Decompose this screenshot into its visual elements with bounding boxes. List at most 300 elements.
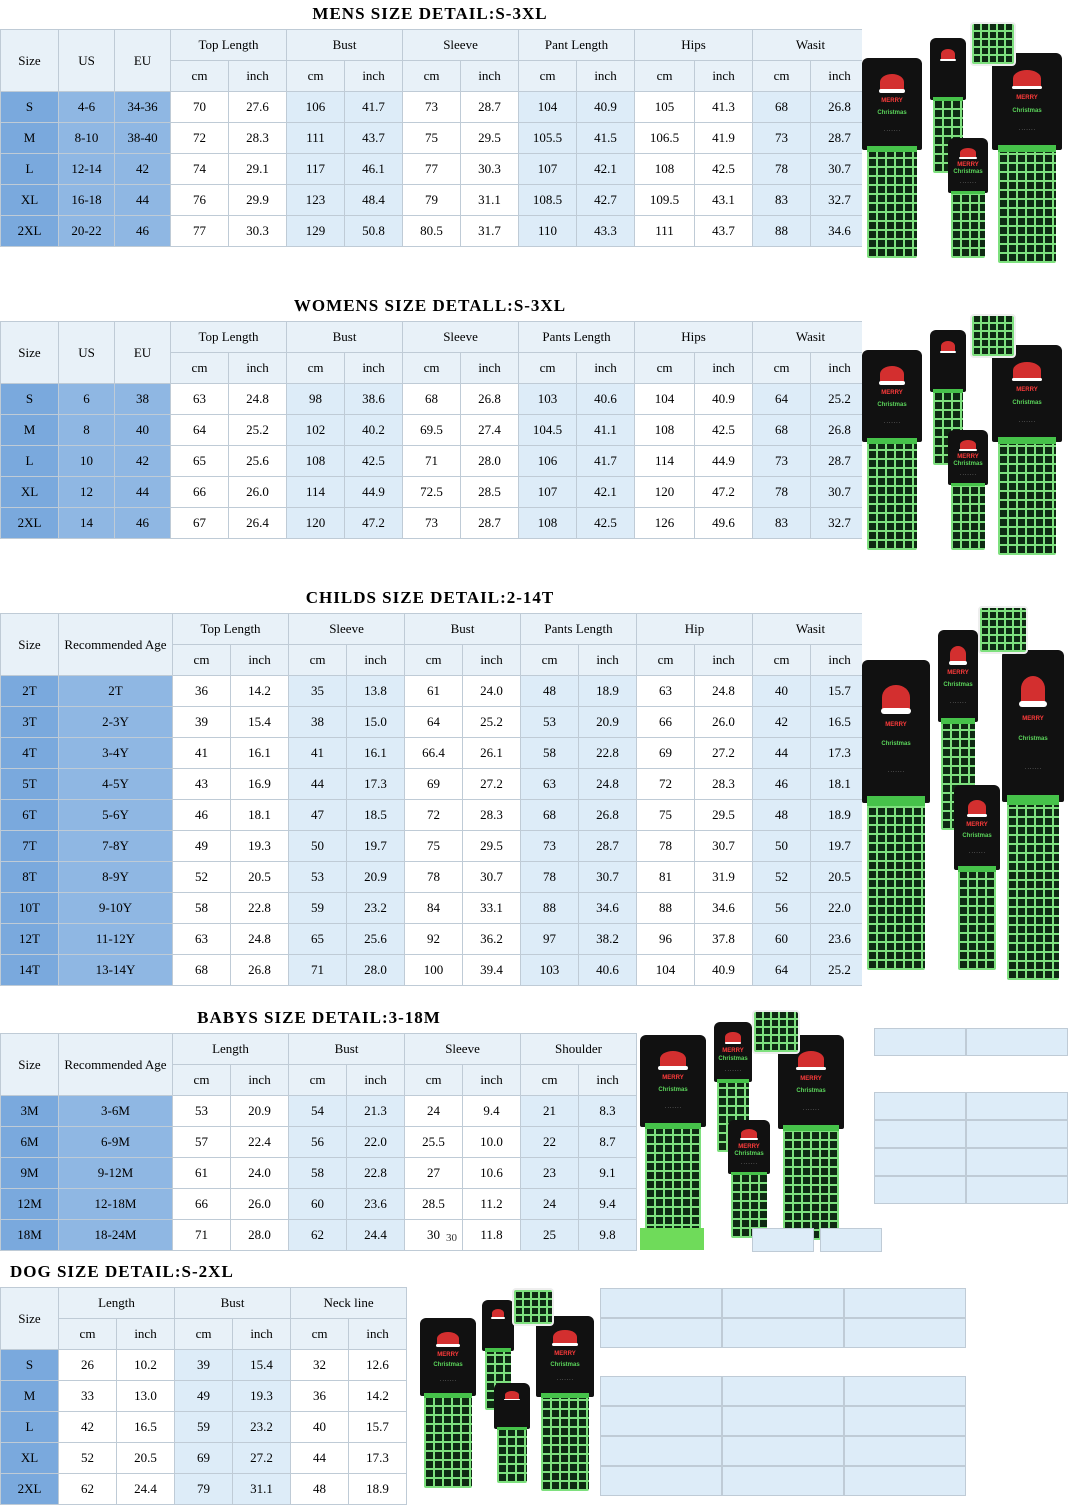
table-row <box>1 1096 637 1127</box>
measurement-cell: 114 <box>635 446 695 477</box>
section-title-womens: WOMENS SIZE DETALL:S-3XL <box>293 296 567 315</box>
measurement-cell: 42.1 <box>577 154 635 185</box>
measurement-cell: 11.8 <box>463 1220 521 1251</box>
size-equivalent-cell: 44 <box>115 477 171 508</box>
table-womens-size <box>0 321 869 539</box>
measurement-cell: 24.8 <box>231 924 289 955</box>
pajama-figure: MERRY Christmas · · · · · · · <box>948 138 988 258</box>
measurement-cell: 72 <box>637 769 695 800</box>
table-row <box>1 676 869 707</box>
column-header: Hips <box>635 30 753 61</box>
measurement-cell: 120 <box>635 477 695 508</box>
table-row <box>1 1189 637 1220</box>
filler-cell-7 <box>874 1148 966 1176</box>
size-equivalent-cell: 8 <box>59 415 115 446</box>
measurement-cell: 104.5 <box>519 415 577 446</box>
measurement-cell: 44.9 <box>345 477 403 508</box>
measurement-cell: 34.6 <box>811 216 869 247</box>
measurement-cell: 43.1 <box>695 185 753 216</box>
measurement-cell: 44 <box>289 769 347 800</box>
filler-cell-18 <box>844 1318 966 1348</box>
measurement-cell: 42 <box>59 1412 117 1443</box>
size-cell: 14T <box>1 955 59 986</box>
measurement-cell: 106 <box>287 92 345 123</box>
filler-cell-2 <box>966 1028 1068 1056</box>
size-equivalent-cell: 11-12Y <box>59 924 173 955</box>
measurement-cell: 108 <box>519 508 577 539</box>
measurement-cell: 36 <box>291 1381 349 1412</box>
measurement-cell: 23.2 <box>347 893 405 924</box>
measurement-cell: 50 <box>753 831 811 862</box>
size-cell: 8T <box>1 862 59 893</box>
measurement-cell: 18.5 <box>347 800 405 831</box>
column-header: Size <box>1 614 59 676</box>
measurement-cell: 40.6 <box>577 384 635 415</box>
measurement-cell: 26.8 <box>231 955 289 986</box>
filler-cell-14 <box>722 1288 844 1318</box>
measurement-cell: 21.3 <box>347 1096 405 1127</box>
size-equivalent-cell: 8-10 <box>59 123 115 154</box>
table-row <box>1 707 869 738</box>
unit-header: cm <box>175 1319 233 1350</box>
size-equivalent-cell: 9-12M <box>59 1158 173 1189</box>
column-header: Top Length <box>171 322 287 353</box>
column-header: Wasit <box>753 30 869 61</box>
pajama-figure: MERRY Christmas · · · · · · · <box>992 53 1062 263</box>
column-header: Bust <box>287 30 403 61</box>
measurement-cell: 53 <box>173 1096 231 1127</box>
measurement-cell: 28.7 <box>579 831 637 862</box>
unit-header: cm <box>521 645 579 676</box>
product-photo-babys <box>640 1010 872 1255</box>
measurement-cell: 39 <box>175 1350 233 1381</box>
table-row <box>1 831 869 862</box>
pet-pajama-swatch <box>970 22 1016 66</box>
column-header: Sleeve <box>403 322 519 353</box>
table-row <box>1 185 869 216</box>
measurement-cell: 48.4 <box>345 185 403 216</box>
measurement-cell: 64 <box>753 955 811 986</box>
measurement-cell: 40 <box>291 1412 349 1443</box>
size-equivalent-cell: 20-22 <box>59 216 115 247</box>
measurement-cell: 108 <box>635 415 695 446</box>
table-row <box>1 893 869 924</box>
measurement-cell: 126 <box>635 508 695 539</box>
unit-header: inch <box>577 61 635 92</box>
measurement-cell: 41.7 <box>345 92 403 123</box>
measurement-cell: 38 <box>289 707 347 738</box>
measurement-cell: 41.9 <box>695 123 753 154</box>
measurement-cell: 72.5 <box>403 477 461 508</box>
measurement-cell: 68 <box>173 955 231 986</box>
measurement-cell: 52 <box>753 862 811 893</box>
table-babys-size <box>0 1033 637 1251</box>
measurement-cell: 31.1 <box>233 1474 291 1505</box>
measurement-cell: 20.9 <box>231 1096 289 1127</box>
measurement-cell: 123 <box>287 185 345 216</box>
measurement-cell: 20.5 <box>117 1443 175 1474</box>
measurement-cell: 26.0 <box>695 707 753 738</box>
measurement-cell: 29.1 <box>229 154 287 185</box>
measurement-cell: 15.0 <box>347 707 405 738</box>
pajama-figure: MERRY Christmas · · · · · · · <box>1002 650 1064 980</box>
measurement-cell: 69 <box>175 1443 233 1474</box>
product-photo-mens <box>862 18 1067 268</box>
table-row <box>1 769 869 800</box>
measurement-cell: 18.1 <box>811 769 869 800</box>
measurement-cell: 88 <box>753 216 811 247</box>
product-photo-womens <box>862 310 1067 560</box>
measurement-cell: 96 <box>637 924 695 955</box>
size-cell: 12T <box>1 924 59 955</box>
size-cell: M <box>1 123 59 154</box>
column-header: Size <box>1 1288 59 1350</box>
table-row <box>1 1381 407 1412</box>
measurement-cell: 29.5 <box>695 800 753 831</box>
measurement-cell: 108.5 <box>519 185 577 216</box>
measurement-cell: 68 <box>753 92 811 123</box>
column-header: Wasit <box>753 614 869 645</box>
measurement-cell: 38.2 <box>579 924 637 955</box>
measurement-cell: 79 <box>403 185 461 216</box>
table-dog-size <box>0 1287 407 1505</box>
measurement-cell: 38.6 <box>345 384 403 415</box>
unit-header: cm <box>405 645 463 676</box>
measurement-cell: 33 <box>59 1381 117 1412</box>
product-photo-dog <box>420 1288 620 1498</box>
table-childs-size <box>0 613 869 986</box>
unit-header: inch <box>231 645 289 676</box>
measurement-cell: 15.7 <box>811 676 869 707</box>
measurement-cell: 44.9 <box>695 446 753 477</box>
measurement-cell: 31.1 <box>461 185 519 216</box>
table-mens-size <box>0 29 869 247</box>
unit-header: cm <box>287 353 345 384</box>
unit-header: cm <box>59 1319 117 1350</box>
unit-header: inch <box>463 645 521 676</box>
section-babys <box>0 1004 638 1251</box>
measurement-cell: 71 <box>173 1220 231 1251</box>
size-cell: 9M <box>1 1158 59 1189</box>
pet-pajama-swatch <box>978 606 1028 654</box>
measurement-cell: 56 <box>289 1127 347 1158</box>
measurement-cell: 103 <box>519 384 577 415</box>
measurement-cell: 65 <box>171 446 229 477</box>
measurement-cell: 34.6 <box>579 893 637 924</box>
unit-header: inch <box>579 645 637 676</box>
column-header: Pant Length <box>519 30 635 61</box>
measurement-cell: 16.5 <box>811 707 869 738</box>
measurement-cell: 40 <box>753 676 811 707</box>
pet-pajama-swatch <box>512 1288 554 1326</box>
measurement-cell: 120 <box>287 508 345 539</box>
measurement-cell: 106.5 <box>635 123 695 154</box>
measurement-cell: 52 <box>173 862 231 893</box>
table-row <box>1 1158 637 1189</box>
unit-header: cm <box>637 645 695 676</box>
measurement-cell: 28.3 <box>229 123 287 154</box>
pet-pajama-swatch <box>970 314 1016 358</box>
size-cell: 12M <box>1 1189 59 1220</box>
measurement-cell: 28.7 <box>811 123 869 154</box>
measurement-cell: 69 <box>405 769 463 800</box>
table-row <box>1 216 869 247</box>
size-cell: 10T <box>1 893 59 924</box>
table-row <box>1 1127 637 1158</box>
measurement-cell: 129 <box>287 216 345 247</box>
measurement-cell: 106 <box>519 446 577 477</box>
measurement-cell: 27.4 <box>461 415 519 446</box>
size-cell: M <box>1 415 59 446</box>
pajama-figure: MERRY Christmas · · · · · · · <box>778 1035 844 1240</box>
column-header: Size <box>1 322 59 384</box>
measurement-cell: 25.2 <box>463 707 521 738</box>
measurement-cell: 27.2 <box>463 769 521 800</box>
column-header: Recommended Age <box>59 614 173 676</box>
size-equivalent-cell: 12-18M <box>59 1189 173 1220</box>
unit-header: inch <box>345 61 403 92</box>
measurement-cell: 42.1 <box>577 477 635 508</box>
measurement-cell: 42.5 <box>345 446 403 477</box>
measurement-cell: 68 <box>403 384 461 415</box>
product-image <box>640 1010 872 1255</box>
table-row <box>1 1220 637 1251</box>
measurement-cell: 17.3 <box>347 769 405 800</box>
size-equivalent-cell: 4-6 <box>59 92 115 123</box>
measurement-cell: 22.8 <box>579 738 637 769</box>
column-header: Size <box>1 1034 59 1096</box>
measurement-cell: 14.2 <box>349 1381 407 1412</box>
column-header: Neck line <box>291 1288 407 1319</box>
column-header: Length <box>173 1034 289 1065</box>
column-header: Bust <box>287 322 403 353</box>
size-equivalent-cell: 16-18 <box>59 185 115 216</box>
filler-cell-15 <box>844 1288 966 1318</box>
measurement-cell: 41.5 <box>577 123 635 154</box>
measurement-cell: 78 <box>753 154 811 185</box>
measurement-cell: 24.8 <box>229 384 287 415</box>
measurement-cell: 50.8 <box>345 216 403 247</box>
filler-cell-1 <box>874 1028 966 1056</box>
measurement-cell: 22.0 <box>347 1127 405 1158</box>
measurement-cell: 29.9 <box>229 185 287 216</box>
pajama-figure: MERRY Christmas · · · · · · · <box>728 1120 770 1238</box>
measurement-cell: 16.5 <box>117 1412 175 1443</box>
measurement-cell: 78 <box>753 477 811 508</box>
unit-header: inch <box>811 645 869 676</box>
unit-header: cm <box>521 1065 579 1096</box>
measurement-cell: 25 <box>521 1220 579 1251</box>
measurement-cell: 24.8 <box>579 769 637 800</box>
size-cell: XL <box>1 185 59 216</box>
measurement-cell: 25.6 <box>347 924 405 955</box>
measurement-cell: 108 <box>287 446 345 477</box>
unit-header: inch <box>579 1065 637 1096</box>
measurement-cell: 20.9 <box>347 862 405 893</box>
product-photo-childs <box>862 600 1067 990</box>
filler-cell-5 <box>874 1120 966 1148</box>
unit-header: inch <box>577 353 635 384</box>
measurement-cell: 9.1 <box>579 1158 637 1189</box>
measurement-cell: 22.0 <box>811 893 869 924</box>
filler-cell-29 <box>722 1466 844 1496</box>
measurement-cell: 27 <box>405 1158 463 1189</box>
filler-cell-26 <box>722 1436 844 1466</box>
measurement-cell: 92 <box>405 924 463 955</box>
measurement-cell: 30.7 <box>579 862 637 893</box>
product-image <box>862 310 1067 560</box>
measurement-cell: 42.5 <box>695 415 753 446</box>
table-row <box>1 415 869 446</box>
measurement-cell: 80.5 <box>403 216 461 247</box>
measurement-cell: 22.8 <box>347 1158 405 1189</box>
measurement-cell: 73 <box>403 508 461 539</box>
column-header: Hip <box>637 614 753 645</box>
measurement-cell: 75 <box>403 123 461 154</box>
pajama-figure: MERRY Christmas · · · · · · · <box>862 350 922 550</box>
measurement-cell: 50 <box>289 831 347 862</box>
size-cell: 2T <box>1 676 59 707</box>
measurement-cell: 46 <box>753 769 811 800</box>
unit-header: inch <box>461 353 519 384</box>
unit-header: cm <box>753 61 811 92</box>
measurement-cell: 13.0 <box>117 1381 175 1412</box>
measurement-cell: 11.2 <box>463 1189 521 1220</box>
measurement-cell: 19.3 <box>233 1381 291 1412</box>
measurement-cell: 9.8 <box>579 1220 637 1251</box>
size-equivalent-cell: 40 <box>115 415 171 446</box>
measurement-cell: 31.7 <box>461 216 519 247</box>
column-header: Length <box>59 1288 175 1319</box>
measurement-cell: 20.5 <box>231 862 289 893</box>
measurement-cell: 61 <box>405 676 463 707</box>
measurement-cell: 73 <box>521 831 579 862</box>
measurement-cell: 23.6 <box>347 1189 405 1220</box>
pajama-figure: MERRY Christmas · · · · · · · <box>992 345 1062 555</box>
unit-header: cm <box>289 645 347 676</box>
measurement-cell: 22.4 <box>231 1127 289 1158</box>
measurement-cell: 97 <box>521 924 579 955</box>
unit-header: inch <box>463 1065 521 1096</box>
measurement-cell: 43.7 <box>695 216 753 247</box>
measurement-cell: 39.4 <box>463 955 521 986</box>
unit-header: inch <box>347 1065 405 1096</box>
measurement-cell: 69 <box>637 738 695 769</box>
product-image <box>862 600 1067 990</box>
column-header: Hips <box>635 322 753 353</box>
measurement-cell: 18.9 <box>811 800 869 831</box>
measurement-cell: 40.9 <box>695 955 753 986</box>
size-equivalent-cell: 6 <box>59 384 115 415</box>
measurement-cell: 26.8 <box>811 92 869 123</box>
unit-header: cm <box>753 353 811 384</box>
filler-cell-27 <box>844 1436 966 1466</box>
unit-header: cm <box>635 353 695 384</box>
filler-cell-17 <box>722 1318 844 1348</box>
measurement-cell: 72 <box>405 800 463 831</box>
measurement-cell: 29.5 <box>461 123 519 154</box>
filler-cell-22 <box>600 1406 722 1436</box>
pajama-figure: MERRY Christmas · · · · · · · <box>954 785 1000 970</box>
unit-header: cm <box>173 645 231 676</box>
measurement-cell: 39 <box>173 707 231 738</box>
measurement-cell: 42.5 <box>695 154 753 185</box>
measurement-cell: 24.4 <box>347 1220 405 1251</box>
measurement-cell: 63 <box>521 769 579 800</box>
section-dog <box>0 1258 420 1505</box>
unit-header: cm <box>173 1065 231 1096</box>
table-row <box>1 508 869 539</box>
measurement-cell: 64 <box>405 707 463 738</box>
section-title-babys: BABYS SIZE DETAIL:3-18M <box>197 1008 441 1027</box>
measurement-cell: 28.0 <box>347 955 405 986</box>
measurement-cell: 25.5 <box>405 1127 463 1158</box>
pajama-figure: MERRY Christmas · · · · · · · <box>862 58 922 258</box>
filler-cell-30 <box>844 1466 966 1496</box>
measurement-cell: 48 <box>521 676 579 707</box>
measurement-cell: 24 <box>521 1189 579 1220</box>
measurement-cell: 27.6 <box>229 92 287 123</box>
unit-header: inch <box>229 353 287 384</box>
column-header: Bust <box>175 1288 291 1319</box>
measurement-cell: 19.7 <box>347 831 405 862</box>
product-image <box>420 1288 620 1498</box>
measurement-cell: 73 <box>403 92 461 123</box>
column-header: Sleeve <box>405 1034 521 1065</box>
filler-cell-10 <box>966 1176 1068 1204</box>
measurement-cell: 20.5 <box>811 862 869 893</box>
measurement-cell: 81 <box>637 862 695 893</box>
measurement-cell: 19.7 <box>811 831 869 862</box>
unit-header: inch <box>117 1319 175 1350</box>
measurement-cell: 43.3 <box>577 216 635 247</box>
measurement-cell: 65 <box>289 924 347 955</box>
measurement-cell: 23.6 <box>811 924 869 955</box>
column-header: Sleeve <box>289 614 405 645</box>
size-equivalent-cell: 7-8Y <box>59 831 173 862</box>
section-childs <box>0 584 860 986</box>
unit-header: cm <box>519 61 577 92</box>
measurement-cell: 47.2 <box>345 508 403 539</box>
measurement-cell: 88 <box>637 893 695 924</box>
measurement-cell: 61 <box>173 1158 231 1189</box>
measurement-cell: 28.7 <box>461 92 519 123</box>
measurement-cell: 26.8 <box>811 415 869 446</box>
measurement-cell: 16.1 <box>231 738 289 769</box>
filler-cell-21 <box>844 1376 966 1406</box>
measurement-cell: 104 <box>635 384 695 415</box>
unit-header: cm <box>291 1319 349 1350</box>
product-image <box>862 18 1067 268</box>
measurement-cell: 59 <box>289 893 347 924</box>
column-header: Bust <box>289 1034 405 1065</box>
measurement-cell: 40.2 <box>345 415 403 446</box>
measurement-cell: 26.8 <box>579 800 637 831</box>
measurement-cell: 25.6 <box>229 446 287 477</box>
size-equivalent-cell: 42 <box>115 446 171 477</box>
measurement-cell: 24 <box>405 1096 463 1127</box>
measurement-cell: 111 <box>287 123 345 154</box>
measurement-cell: 36 <box>173 676 231 707</box>
accent-swatch <box>640 1228 704 1250</box>
size-equivalent-cell: 46 <box>115 508 171 539</box>
size-equivalent-cell: 8-9Y <box>59 862 173 893</box>
size-equivalent-cell: 5-6Y <box>59 800 173 831</box>
size-cell: 18M <box>1 1220 59 1251</box>
measurement-cell: 40.9 <box>577 92 635 123</box>
section-womens <box>0 292 860 539</box>
size-cell: 4T <box>1 738 59 769</box>
